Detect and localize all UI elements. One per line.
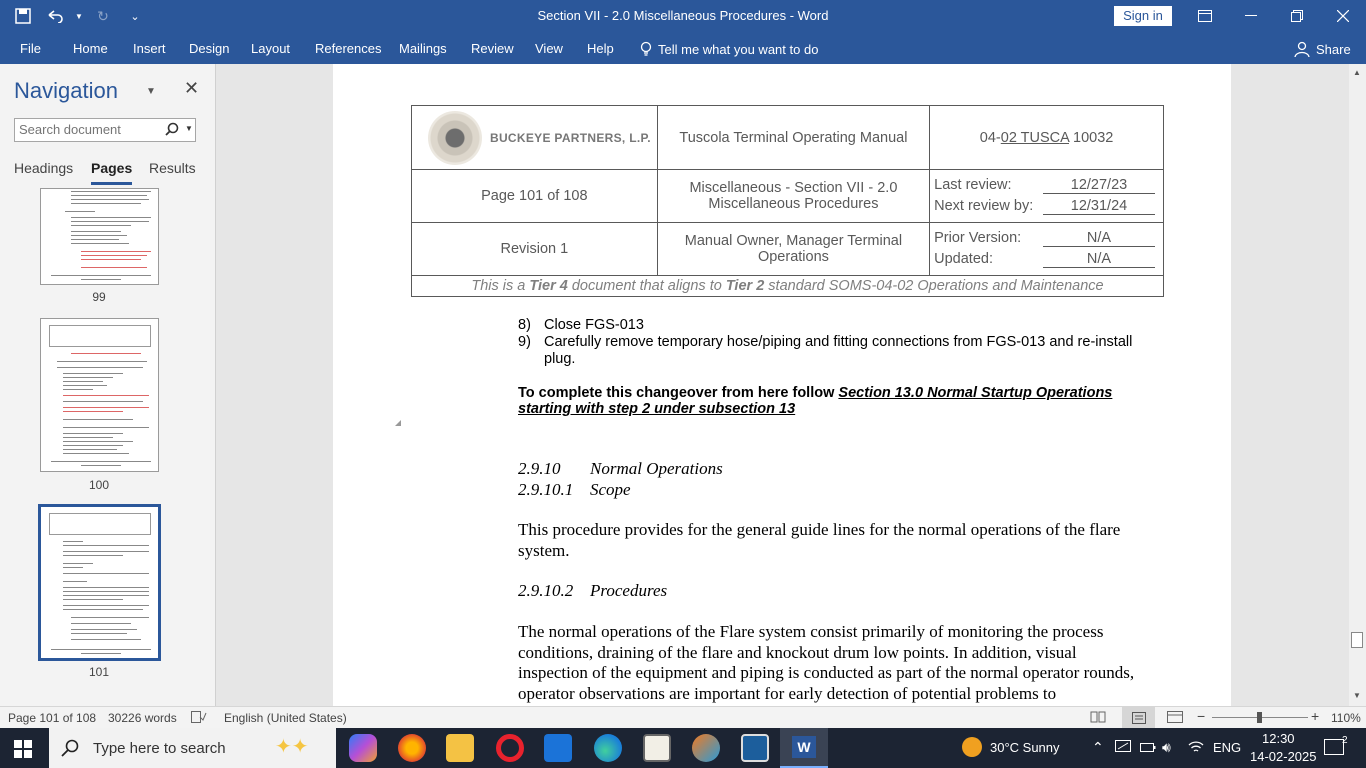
sign-in-button[interactable]: Sign in xyxy=(1114,6,1172,26)
share-button[interactable] xyxy=(1294,41,1351,57)
network-icon[interactable] xyxy=(1115,740,1131,757)
tier-statement: This is a Tier 4 document that aligns to Tier 2 standard SOMS-04-02 Operations and Maintenance xyxy=(412,276,1164,297)
language-indicator[interactable]: English (United States) xyxy=(224,711,347,725)
status-bar xyxy=(0,706,1366,728)
prior-version: N/A xyxy=(1043,230,1155,247)
last-review-date: 12/27/23 xyxy=(1043,177,1155,194)
battery-icon[interactable] xyxy=(1140,740,1156,757)
heading-2-9-10-2: 2.9.10.2 Procedures xyxy=(518,581,668,600)
updated-value: N/A xyxy=(1043,251,1155,268)
word-count[interactable]: 30226 words xyxy=(108,711,177,725)
version-info: Prior Version: N/A Updated: N/A xyxy=(930,223,1164,276)
search-input[interactable] xyxy=(19,122,159,137)
heading-2-9-10-1: 2.9.10.1 Scope xyxy=(518,480,631,499)
document-margin-left xyxy=(216,64,332,706)
quick-access-toolbar xyxy=(10,4,148,28)
zoom-level[interactable]: 110% xyxy=(1331,711,1361,725)
page-thumbnail[interactable] xyxy=(40,318,159,472)
tab-results[interactable]: Results xyxy=(149,160,196,176)
zoom-in-icon[interactable]: + xyxy=(1311,708,1320,724)
tab-help[interactable]: Help xyxy=(587,41,614,56)
vertical-scrollbar[interactable] xyxy=(1349,64,1366,706)
page-thumbnail-selected[interactable] xyxy=(38,504,161,661)
close-pane-icon[interactable]: ✕ xyxy=(184,78,200,98)
volume-icon[interactable]: 🔊︎ xyxy=(1162,739,1171,755)
scroll-thumb[interactable] xyxy=(1351,632,1363,648)
app-icon[interactable] xyxy=(692,734,720,762)
notification-count: 2 xyxy=(1342,735,1348,746)
tab-references[interactable]: References xyxy=(315,41,382,56)
next-review-date: 12/31/24 xyxy=(1043,198,1155,215)
normal-startup-link[interactable]: Normal Startup Operations starting with step 2 under subsection 13 xyxy=(518,385,1113,417)
search-options-icon[interactable]: ▼ xyxy=(185,124,193,133)
heading-2-9-10: 2.9.10 Normal Operations xyxy=(518,459,723,478)
ribbon-tabs xyxy=(0,32,1366,64)
proofing-icon[interactable] xyxy=(191,711,207,726)
read-mode-icon[interactable] xyxy=(1090,711,1106,726)
tab-review[interactable]: Review xyxy=(471,41,514,56)
manual-owner: Manual Owner, Manager Terminal Operations xyxy=(657,223,929,276)
web-layout-icon[interactable] xyxy=(1167,711,1183,726)
undo-icon[interactable] xyxy=(42,4,68,28)
weather-text[interactable]: 30°C Sunny xyxy=(990,740,1060,755)
tab-design[interactable]: Design xyxy=(189,41,230,56)
procedures-paragraph: The normal operations of the Flare system consist primarily of monitoring the process conditions, draining of the flare and knockout drum low points. In addition, visual inspection of the equipment and piping is conducted as part of the normal operator rounds, operator observations are important for early detection of potential problems to xyxy=(518,622,1135,703)
minimize-icon[interactable] xyxy=(1228,0,1274,32)
zoom-slider-thumb[interactable] xyxy=(1257,712,1262,723)
document-number-link[interactable]: 02 TUSCA xyxy=(1000,129,1069,146)
buckeye-logo-icon xyxy=(428,111,482,165)
company-logo-cell xyxy=(412,106,658,170)
clock-time[interactable]: 12:30 xyxy=(1262,731,1295,746)
edge-icon[interactable] xyxy=(594,734,622,762)
search-icon xyxy=(61,739,79,757)
print-layout-icon[interactable] xyxy=(1122,707,1155,728)
review-dates: Last review: 12/27/23 Next review by: 12/31/24 xyxy=(930,170,1164,223)
company-name: BUCKEYE PARTNERS, L.P. xyxy=(490,130,651,145)
revision: Revision 1 xyxy=(412,223,658,276)
tab-home[interactable]: Home xyxy=(73,41,108,56)
page-thumbnail[interactable] xyxy=(40,188,159,285)
copilot-icon[interactable] xyxy=(349,734,377,762)
zoom-out-icon[interactable]: − xyxy=(1197,708,1206,724)
scroll-down-icon[interactable]: ▼ xyxy=(1353,691,1361,700)
clock-date[interactable]: 14-02-2025 xyxy=(1250,749,1317,764)
page-indicator[interactable]: Page 101 of 108 xyxy=(8,711,97,725)
weather-icon[interactable] xyxy=(962,737,982,757)
tab-pages[interactable]: Pages xyxy=(91,160,132,185)
tab-headings[interactable]: Headings xyxy=(14,160,74,176)
tab-file[interactable]: File xyxy=(20,41,41,56)
document-header-table xyxy=(411,105,1164,297)
page-number-label: 101 xyxy=(88,665,110,679)
tab-layout[interactable]: Layout xyxy=(251,41,291,56)
windows-taskbar xyxy=(0,728,1366,768)
taskbar-search-box[interactable] xyxy=(49,728,336,768)
tab-view[interactable]: View xyxy=(535,41,563,56)
scroll-up-icon[interactable]: ▲ xyxy=(1353,68,1361,77)
ribbon-display-options-icon[interactable] xyxy=(1182,0,1228,32)
title-bar xyxy=(0,0,1366,32)
navigation-pane xyxy=(0,64,216,706)
tab-insert[interactable]: Insert xyxy=(133,41,166,56)
restore-icon[interactable] xyxy=(1274,0,1320,32)
input-language[interactable]: ENG xyxy=(1213,740,1242,755)
pane-options-icon[interactable]: ▼ xyxy=(146,86,156,97)
person-icon xyxy=(1294,41,1310,57)
taskbar-search-placeholder: Type here to search xyxy=(93,739,226,757)
mail-icon[interactable] xyxy=(544,734,572,762)
wifi-icon[interactable] xyxy=(1188,740,1204,757)
page-count: Page 101 of 108 xyxy=(412,170,658,223)
opera-icon[interactable] xyxy=(496,734,524,762)
file-explorer-icon[interactable] xyxy=(446,734,474,762)
changeover-instruction: To complete this changeover from here follow Section 13.0 Normal Startup Operations starting with step 2 under subsection 13 xyxy=(518,385,1113,417)
app-icon[interactable] xyxy=(643,734,671,762)
document-page[interactable]: BUCKEYE PARTNERS, L.P. Tuscola Terminal Operating Manual 04-02 TUSCA 10032 Page 101 of 108 Miscellaneous - Section VII - 2.0 Miscellaneous Procedures Last review: 12/27/23 Next review by: 12/31/24 Revision 1 Manual Owner, Manager Terminal Operations Prior Version: N/A Updated: N/A This is a Tier 4 document that aligns to Tier 2 standard SOMS-04-02 Operations and Maintenance 8) Close FGS-013 9) Carefully remove temporary hose/piping and fitting connections from FGS-013 and re-install plug. To complete this changeover from here follow Section 13.0 Normal Startup Operations starting with step 2 under subsection 13 2.9.10 Normal Operations 2.9.10.1 Scope This procedure provides for the general guide lines for the normal operations of the flare system. 2.9.10.2 Procedures The normal operations of the Flare system consist primarily of monitoring the process conditions, draining of the flare and knockout drum low points. In addition, visual inspection of the equipment and piping is conducted as part of the normal operator rounds, operator observations are important for early detection of potential problems to xyxy=(333,64,1231,706)
share-label: Share xyxy=(1316,41,1351,57)
section-title: Miscellaneous - Section VII - 2.0 Miscellaneous Procedures xyxy=(657,170,929,223)
document-number: 04-02 TUSCA 10032 xyxy=(930,106,1164,170)
notifications-icon[interactable] xyxy=(1324,739,1344,755)
scope-paragraph: This procedure provides for the general guide lines for the normal operations of the flare system. xyxy=(518,520,1121,560)
tell-me-box[interactable] xyxy=(640,41,818,57)
document-margin-right xyxy=(1232,64,1349,706)
word-taskbar-button[interactable] xyxy=(780,728,828,768)
search-document-field[interactable] xyxy=(14,118,196,142)
firefox-icon[interactable] xyxy=(398,734,426,762)
save-icon[interactable] xyxy=(10,4,36,28)
start-icon[interactable] xyxy=(14,740,32,763)
page-number-label: 100 xyxy=(88,478,110,492)
window-title: Section VII - 2.0 Miscellaneous Procedures - Word xyxy=(537,8,829,23)
resize-handle-icon xyxy=(395,420,401,426)
step-item: 9) Carefully remove temporary hose/piping and fitting connections from FGS-013 and re-install plug. xyxy=(518,334,1133,367)
manual-title: Tuscola Terminal Operating Manual xyxy=(657,106,929,170)
chevron-up-icon[interactable]: ⌃ xyxy=(1092,739,1104,755)
page-number-label: 99 xyxy=(92,290,106,304)
close-window-icon[interactable] xyxy=(1320,0,1366,32)
search-highlight-icon: ✦✦ xyxy=(275,736,309,758)
word-icon: W xyxy=(792,736,816,758)
tab-mailings[interactable]: Mailings xyxy=(399,41,447,56)
app-icon[interactable] xyxy=(741,734,769,762)
redo-icon[interactable]: ↻ xyxy=(97,7,109,24)
tell-me-label: Tell me what you want to do xyxy=(658,41,819,57)
undo-dropdown-icon[interactable]: ▼ xyxy=(75,11,83,21)
search-icon[interactable] xyxy=(165,122,179,139)
section-13-link[interactable]: Section 13.0 xyxy=(838,385,928,401)
navigation-title: Navigation xyxy=(14,78,118,103)
lightbulb-icon xyxy=(640,41,652,57)
customize-toolbar-icon[interactable]: ⌄ xyxy=(130,10,140,23)
